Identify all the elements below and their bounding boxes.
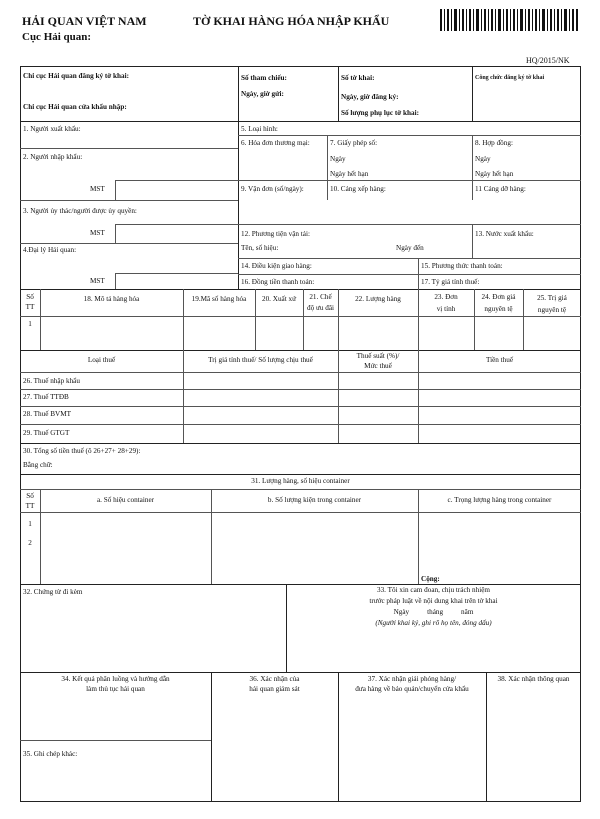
transport-name-label: Tên, số hiệu:: [241, 244, 279, 252]
attached-documents-label: 32. Chứng từ đi kèm: [23, 588, 83, 596]
tax-row-import: 26. Thuế nhập khẩu: [23, 377, 80, 385]
channel-result-label-a: 34. Kết quả phân luồng và hướng dẫn: [61, 675, 170, 683]
importer-label: 2. Người nhập khẩu:: [23, 153, 83, 161]
release-confirm-label-a: 37. Xác nhận giải phóng hàng/: [367, 675, 457, 683]
customs-gate-label: Chi cục Hải quan cửa khẩu nhập:: [23, 103, 127, 111]
container-section-title: 31. Lượng hàng, số hiệu container: [251, 477, 350, 485]
registration-officer-label: Công chức đăng ký tờ khai: [475, 75, 545, 81]
container-sum-label: Cộng:: [421, 575, 440, 583]
declaration-statement-line1: 33. Tôi xin cam đoan, chịu trách nhiệm: [376, 586, 491, 594]
form-code: HQ/2015/NK: [526, 56, 570, 65]
sent-date-label: Ngày, giờ gửi:: [241, 90, 284, 98]
trustee-tax-code-label: MST: [90, 229, 105, 237]
tax-rate-header-b: Mức thuế: [364, 362, 392, 370]
taxable-value-header: Trị giá tính thuế/ Số lượng chịu thuế: [208, 356, 313, 364]
tax-rate-header-a: Thuế suất (%)/: [356, 352, 400, 360]
customs-registration-label: Chi cục Hải quan đăng ký tờ khai:: [23, 72, 130, 80]
form-title: TỜ KHAI HÀNG HÓA NHẬP KHẨU: [193, 14, 390, 28]
agent-tax-code-label: MST: [90, 277, 105, 285]
payment-method-label: 15. Phương thức thanh toán:: [421, 262, 503, 270]
transport-label: 12. Phương tiện vận tải:: [241, 230, 310, 238]
exchange-rate-label: 17. Tỷ giá tính thuế:: [421, 278, 480, 286]
license-expiry-label: Ngày hết hạn: [330, 170, 369, 178]
declarant-signature-note: (Người khai ký, ghi rõ họ tên, đóng dấu): [375, 619, 492, 627]
appendix-count-label: Số lượng phụ lục tờ khai:: [341, 109, 419, 117]
quantity-header: 22. Lượng hàng: [355, 295, 401, 303]
origin-header: 20. Xuất xứ: [261, 295, 297, 303]
other-notes-label: 35. Ghi chép khác:: [23, 750, 78, 758]
registration-date-label: Ngày, giờ đăng ký:: [341, 93, 399, 101]
container-no-header-b: TT: [25, 502, 35, 510]
goods-description-header: 18. Mô tả hàng hóa: [83, 295, 140, 303]
preference-header-a: 21. Chế: [309, 293, 332, 301]
unit-header-a: 23. Đơn: [434, 293, 458, 301]
total-tax-label: 30. Tổng số tiền thuế (ô 26+27+ 28+29):: [23, 447, 141, 455]
goods-no-header-a: Số: [26, 293, 34, 301]
tax-type-header: Loại thuế: [87, 356, 116, 364]
customs-department: Cục Hải quan:: [22, 31, 92, 43]
unit-price-header-b: nguyên tệ: [484, 305, 513, 313]
supervision-confirm-label-b: hải quan giám sát: [249, 685, 300, 693]
container-row-1: 1: [28, 520, 32, 528]
declaration-statement-line2: trước pháp luật về nội dung khai trên tờ khai: [369, 597, 498, 605]
goods-no-header-b: TT: [25, 303, 35, 311]
unit-header-b: vị tính: [436, 305, 456, 313]
total-value-header-b: nguyên tệ: [537, 306, 567, 314]
reference-number-label: Số tham chiếu:: [241, 74, 287, 82]
exporter-label: 1. Người xuất khẩu:: [23, 125, 81, 133]
container-no-header-a: Số: [26, 492, 34, 500]
container-row-2: 2: [28, 539, 32, 547]
org-name: HẢI QUAN VIỆT NAM: [22, 14, 147, 28]
import-type-label: 5. Loại hình:: [241, 125, 278, 133]
amount-in-words-label: Bằng chữ:: [23, 461, 53, 469]
license-date-label: Ngày: [330, 155, 346, 163]
container-number-header: a. Số hiệu container: [96, 496, 155, 504]
loading-port-label: 10. Cảng xếp hàng:: [330, 185, 386, 193]
customs-agent-label: 4.Đại lý Hải quan:: [23, 246, 77, 254]
contract-date-label: Ngày: [475, 155, 491, 163]
container-weight-header: c. Trọng lượng hàng trong container: [447, 496, 552, 504]
hs-code-header: 19.Mã số hàng hóa: [191, 295, 247, 303]
arrival-date-label: Ngày đến: [396, 244, 424, 252]
tax-row-special: 27. Thuế TTĐB: [23, 393, 69, 401]
importer-tax-code-label: MST: [90, 185, 105, 193]
export-country-label: 13. Nước xuất khẩu:: [475, 230, 534, 238]
delivery-terms-label: 14. Điều kiện giao hàng:: [241, 262, 312, 270]
discharge-port-label: 11 Cảng dỡ hàng:: [475, 185, 526, 193]
commercial-invoice-label: 6. Hóa đơn thương mại:: [241, 139, 310, 147]
tax-amount-header: Tiền thuế: [485, 356, 514, 364]
clearance-confirm-label: 38. Xác nhận thông quan: [497, 675, 570, 683]
tax-row-vat: 29. Thuế GTGT: [23, 429, 70, 437]
declaration-date-line: Ngày tháng năm: [393, 608, 474, 616]
declaration-number-label: Số tờ khai:: [341, 74, 375, 82]
unit-price-header-a: 24. Đơn giá: [481, 293, 516, 301]
tax-row-environment: 28. Thuế BVMT: [23, 410, 71, 418]
currency-label: 16. Đồng tiền thanh toán:: [241, 278, 315, 286]
barcode-icon: [440, 9, 578, 31]
total-value-header-a: 25. Trị giá: [537, 294, 567, 302]
channel-result-label-b: làm thủ tục hải quan: [86, 685, 145, 693]
bill-of-lading-label: 9. Vận đơn (số/ngày):: [241, 185, 304, 193]
contract-expiry-label: Ngày hết hạn: [475, 170, 514, 178]
goods-row-number: 1: [28, 320, 32, 328]
license-number-label: 7. Giấy phép số:: [330, 139, 378, 147]
preference-header-b: độ ưu đãi: [306, 304, 335, 312]
release-confirm-label-b: đưa hàng về bảo quản/chuyển cửa khẩu: [355, 685, 469, 693]
contract-label: 8. Hợp đồng:: [475, 139, 513, 147]
container-package-count-header: b. Số lượng kiện trong container: [267, 496, 362, 504]
supervision-confirm-label-a: 36. Xác nhận của: [249, 675, 300, 683]
trustee-label: 3. Người ủy thác/người được ủy quyền:: [23, 207, 137, 215]
